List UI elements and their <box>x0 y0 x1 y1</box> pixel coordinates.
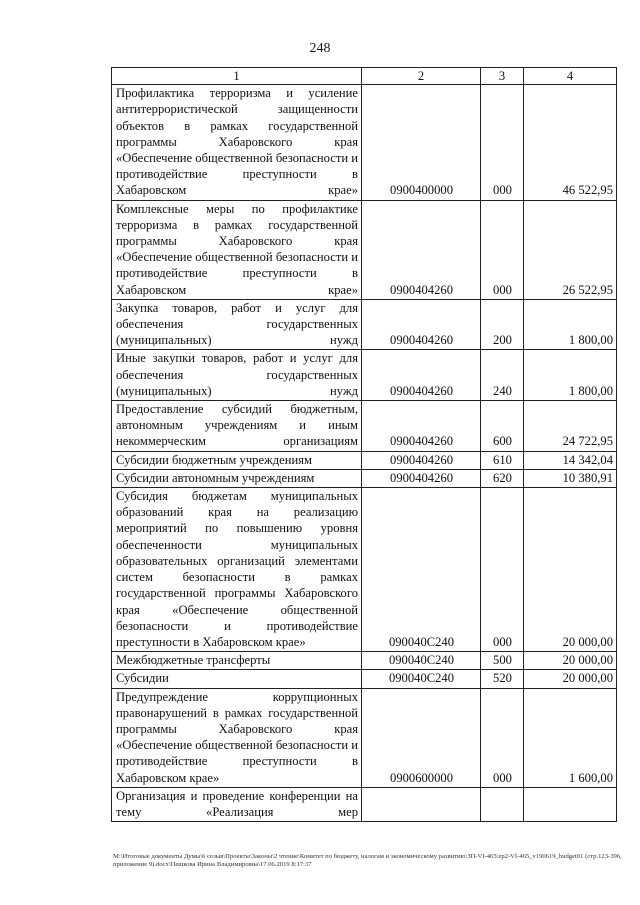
row-amount: 24 722,95 <box>524 401 617 452</box>
table-row <box>112 350 617 401</box>
table-row <box>112 299 617 350</box>
header-col-4: 4 <box>524 68 617 85</box>
row-amount: 20 000,00 <box>524 670 617 688</box>
table-row <box>112 787 617 821</box>
row-type: 200 <box>481 299 524 350</box>
row-code: 0900404260 <box>362 299 481 350</box>
row-name: Субсидии бюджетным учреждениям <box>112 451 362 469</box>
row-type: 240 <box>481 350 524 401</box>
table-row <box>112 688 617 787</box>
row-name: Субсидия бюджетам муниципальных образований края на реализацию мероприятий по повышению уровня обеспеченности муниципальных образовательных организаций элементами систем безопасности в рамках государственной программы Хабаровского края «Обеспечение общественной безопасности и противодействие преступности в Хабаровском крае» <box>112 488 362 652</box>
row-type: 000 <box>481 200 524 299</box>
row-amount: 20 000,00 <box>524 652 617 670</box>
row-code: 0900404260 <box>362 401 481 452</box>
row-type: 620 <box>481 469 524 487</box>
row-name: Закупка товаров, работ и услуг для обеспечения государственных (муниципальных) нужд <box>112 299 362 350</box>
table-row <box>112 670 617 688</box>
header-col-3: 3 <box>481 68 524 85</box>
table-header-row <box>112 68 617 85</box>
row-code: 0900404260 <box>362 350 481 401</box>
table-row <box>112 200 617 299</box>
table-row <box>112 652 617 670</box>
row-name: Субсидии <box>112 670 362 688</box>
table-row <box>112 401 617 452</box>
row-name: Предупреждение коррупционных правонарушений в рамках государственной программы Хабаровского края «Обеспечение общественной безопасности и противодействие преступности в Хабаровском крае» <box>112 688 362 787</box>
row-amount <box>524 787 617 821</box>
row-type: 000 <box>481 85 524 200</box>
row-name: Иные закупки товаров, работ и услуг для обеспечения государственных (муниципальных) нужд <box>112 350 362 401</box>
page-number: 248 <box>309 41 331 56</box>
row-code: 090040С240 <box>362 670 481 688</box>
header-col-2: 2 <box>362 68 481 85</box>
row-type: 500 <box>481 652 524 670</box>
row-type: 000 <box>481 688 524 787</box>
row-code <box>362 787 481 821</box>
row-type: 610 <box>481 451 524 469</box>
table-row <box>112 85 617 200</box>
row-code: 0900404260 <box>362 200 481 299</box>
row-code: 0900400000 <box>362 85 481 200</box>
row-amount: 1 800,00 <box>524 350 617 401</box>
row-code: 090040С240 <box>362 652 481 670</box>
row-amount: 14 342,04 <box>524 451 617 469</box>
row-name: Предоставление субсидий бюджетным, автономным учреждениям и иным некоммерческим организациям <box>112 401 362 452</box>
file-path-footer: М:\Итоговые документы Думы\6 созыв\Проекты\Законы\2 чтение\Комитет по бюджету, налогам и экономическому развитию\ЗП-VI-465\zp2-VI-465_v190619_budget01 (стр.123-396, приложение 9).docx\Пешкова Ирина Владимировна\17.06.2019 8:17:37 <box>113 853 622 869</box>
row-name: Комплексные меры по профилактике терроризма в рамках государственной программы Хабаровского края «Обеспечение общественной безопасности и противодействие преступности в Хабаровском крае» <box>112 200 362 299</box>
table-row <box>112 469 617 487</box>
table-row <box>112 488 617 652</box>
row-code: 0900404260 <box>362 451 481 469</box>
row-type: 600 <box>481 401 524 452</box>
row-amount: 1 600,00 <box>524 688 617 787</box>
row-amount: 10 380,91 <box>524 469 617 487</box>
row-type: 000 <box>481 488 524 652</box>
row-amount: 46 522,95 <box>524 85 617 200</box>
row-name: Субсидии автономным учреждениям <box>112 469 362 487</box>
row-name: Профилактика терроризма и усиление антитеррористической защищенности объектов в рамках государственной программы Хабаровского края «Обеспечение общественной безопасности и противодействие преступности в Хабаровском крае» <box>112 85 362 200</box>
row-name: Межбюджетные трансферты <box>112 652 362 670</box>
row-code: 0900404260 <box>362 469 481 487</box>
row-code: 090040С240 <box>362 488 481 652</box>
budget-table <box>111 67 617 822</box>
table-row <box>112 451 617 469</box>
row-code: 0900600000 <box>362 688 481 787</box>
row-amount: 20 000,00 <box>524 488 617 652</box>
row-type <box>481 787 524 821</box>
row-type: 520 <box>481 670 524 688</box>
row-name: Организация и проведение конференции на тему «Реализация мер <box>112 787 362 821</box>
header-col-1: 1 <box>112 68 362 85</box>
row-amount: 26 522,95 <box>524 200 617 299</box>
row-amount: 1 800,00 <box>524 299 617 350</box>
